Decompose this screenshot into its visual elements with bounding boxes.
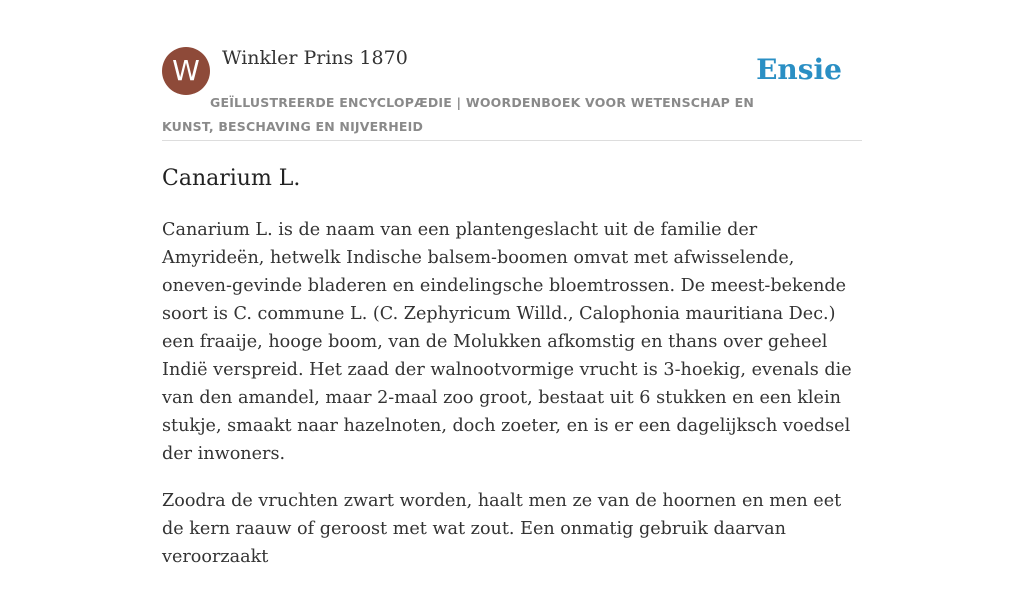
ensie-logo[interactable]: Ensie [756,53,842,86]
source-avatar[interactable]: W [162,47,210,95]
article-paragraph: Zoodra de vruchten zwart worden, haalt men ze van de hoornen en men eet de kern raauw of geroost met wat zout. Een onmatig gebruik daarvan veroorzaakt [162,491,842,567]
source-header [162,46,862,141]
source-title[interactable]: Winkler Prins 1870 [222,47,408,69]
article-body [162,216,862,590]
article-paragraph: Canarium L. is de naam van een plantengeslacht uit de familie der Amyrideën, hetwelk Indische balsem-boomen omvat met afwisselende, oneven-gevinde bladeren en eindelingsche bloemtrossen. De meest-bekende soort is C. commune L. (C. Zephyricum Willd., Calophonia mauritiana Dec.) een fraaije, hooge boom, van de Molukken afkomstig en thans over geheel Indië verspreid. Het zaad der walnootvormige vrucht is 3-hoekig, evenals die van den amandel, maar 2-maal zoo groot, bestaat uit 6 stukken en een klein stukje, smaakt naar hazelnoten, doch zoeter, en is er een dagelijksch voedsel der inwoners. [162,220,852,464]
article-title: Canarium L. [162,166,301,191]
source-subtitle: GEÏLLUSTREERDE ENCYCLOPÆDIE | WOORDENBOEK VOOR WETENSCHAP EN KUNST, BESCHAVING EN NIJVERHEID [162,95,755,134]
